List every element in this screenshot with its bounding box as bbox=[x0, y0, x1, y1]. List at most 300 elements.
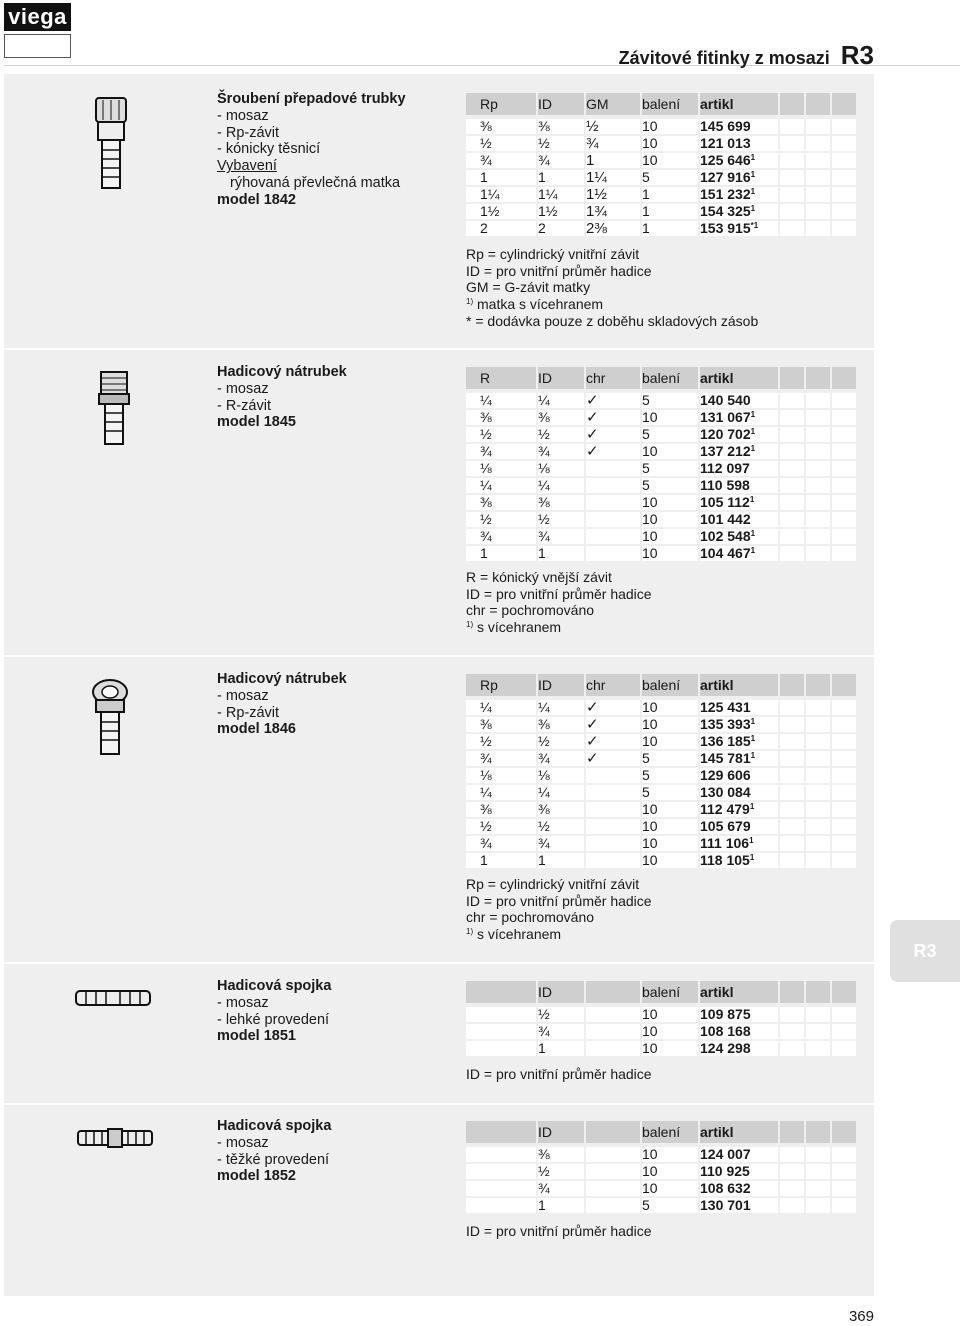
table-row bbox=[466, 545, 857, 562]
table-row bbox=[466, 169, 857, 186]
article-number: 135 393 bbox=[700, 716, 751, 732]
model-number: model 1845 bbox=[217, 414, 296, 431]
footnote-marker: 1 bbox=[750, 427, 756, 436]
legend-line bbox=[466, 1223, 652, 1240]
footnote-marker: 1 bbox=[749, 853, 755, 862]
table-cell bbox=[585, 801, 641, 818]
table-cell bbox=[699, 203, 779, 220]
empty-cell bbox=[805, 494, 831, 511]
legend-line bbox=[466, 619, 652, 636]
section-1851-notes bbox=[466, 1066, 652, 1083]
article-number: 110 598 bbox=[700, 477, 750, 493]
legend-text: Rp = cylindrický vnitřní závit bbox=[466, 876, 640, 892]
table-cell bbox=[466, 1163, 537, 1180]
column-header bbox=[585, 1121, 641, 1143]
table-cell: 1½ bbox=[585, 186, 641, 203]
table-cell bbox=[466, 1147, 537, 1163]
column-header bbox=[466, 981, 537, 1003]
empty-cell bbox=[831, 700, 857, 716]
footnote-marker: 1 bbox=[750, 717, 756, 726]
empty-cell bbox=[805, 1197, 831, 1214]
legend-text: ID = pro vnitřní průměr hadice bbox=[466, 892, 652, 909]
table-cell: 1 bbox=[641, 186, 699, 203]
table-cell: ⅜ bbox=[466, 716, 537, 733]
column-header: artikl bbox=[699, 93, 779, 115]
logo-underbox bbox=[4, 34, 71, 58]
empty-cell bbox=[805, 784, 831, 801]
table-cell: 10 bbox=[641, 1163, 699, 1180]
empty-cell bbox=[831, 1040, 857, 1057]
table-row bbox=[466, 835, 857, 852]
empty-header-cell bbox=[779, 367, 805, 389]
product-feature: - mosaz bbox=[217, 107, 269, 124]
table-cell: ✓ bbox=[585, 393, 641, 409]
article-number: 145 699 bbox=[700, 118, 751, 134]
empty-cell bbox=[805, 393, 831, 409]
empty-cell bbox=[805, 1180, 831, 1197]
table-cell: ½ bbox=[537, 426, 585, 443]
table-cell: 1 bbox=[466, 545, 537, 562]
section-1846-table bbox=[466, 674, 858, 870]
table-cell bbox=[699, 545, 779, 562]
empty-cell bbox=[779, 750, 805, 767]
empty-cell bbox=[779, 1023, 805, 1040]
table-cell: ½ bbox=[537, 733, 585, 750]
empty-cell bbox=[779, 1147, 805, 1163]
table-cell: 1 bbox=[537, 545, 585, 562]
column-header bbox=[585, 981, 641, 1003]
table-row bbox=[466, 460, 857, 477]
table-cell: ✓ bbox=[585, 409, 641, 426]
empty-cell bbox=[831, 393, 857, 409]
legend-line bbox=[466, 876, 652, 893]
legend-footnote-marker: 1) bbox=[466, 620, 474, 630]
table-cell bbox=[699, 767, 779, 784]
column-header: chr bbox=[585, 367, 641, 389]
table-cell: ⅜ bbox=[466, 119, 537, 135]
empty-cell bbox=[831, 767, 857, 784]
table-cell: 5 bbox=[641, 460, 699, 477]
legend-line bbox=[466, 893, 652, 910]
legend-line bbox=[466, 313, 758, 330]
article-number: 105 112 bbox=[700, 494, 750, 510]
empty-cell bbox=[831, 460, 857, 477]
empty-cell bbox=[805, 1007, 831, 1023]
empty-cell bbox=[831, 1180, 857, 1197]
table-cell: ⅛ bbox=[466, 767, 537, 784]
table-cell: 5 bbox=[641, 169, 699, 186]
table-cell: 10 bbox=[641, 1007, 699, 1023]
table-cell: 10 bbox=[641, 1180, 699, 1197]
empty-cell bbox=[805, 220, 831, 237]
empty-cell bbox=[805, 119, 831, 135]
table-cell: ¾ bbox=[537, 750, 585, 767]
legend-line bbox=[466, 296, 758, 313]
table-cell bbox=[699, 750, 779, 767]
footnote-marker: 1 bbox=[750, 187, 756, 196]
empty-header-cell bbox=[831, 367, 857, 389]
table-cell bbox=[585, 784, 641, 801]
table-cell bbox=[585, 545, 641, 562]
equipment-label: Vybavení bbox=[217, 158, 277, 175]
table-cell: ⅜ bbox=[466, 409, 537, 426]
empty-cell bbox=[805, 169, 831, 186]
hose-nipple-r-image bbox=[94, 370, 134, 446]
empty-header-cell bbox=[805, 93, 831, 115]
table-cell: ✓ bbox=[585, 733, 641, 750]
table-cell: 10 bbox=[641, 1023, 699, 1040]
table-cell bbox=[699, 852, 779, 869]
table-cell bbox=[466, 1040, 537, 1057]
table-cell: ¼ bbox=[537, 477, 585, 494]
table-row bbox=[466, 119, 857, 135]
table-cell: 2⅜ bbox=[585, 220, 641, 237]
table-cell bbox=[699, 511, 779, 528]
footnote-marker: 1 bbox=[750, 410, 756, 419]
table-row bbox=[466, 477, 857, 494]
table-cell bbox=[699, 1147, 779, 1163]
legend-text: Rp = cylindrický vnitřní závit bbox=[466, 246, 640, 262]
table-cell: ¼ bbox=[537, 784, 585, 801]
article-number: 110 925 bbox=[700, 1163, 750, 1179]
table-row bbox=[466, 511, 857, 528]
article-number: 145 781 bbox=[700, 750, 751, 766]
empty-cell bbox=[805, 835, 831, 852]
model-number: model 1842 bbox=[217, 191, 296, 208]
table-cell: ✓ bbox=[585, 700, 641, 716]
table-row bbox=[466, 186, 857, 203]
article-number: 108 632 bbox=[700, 1180, 751, 1196]
overflow-pipe-fitting-image bbox=[86, 95, 136, 195]
table-cell bbox=[699, 460, 779, 477]
legend-text: ID = pro vnitřní průměr hadice bbox=[466, 1223, 652, 1239]
table-cell: 1¼ bbox=[466, 186, 537, 203]
section-1845-table bbox=[466, 367, 858, 563]
table-cell bbox=[585, 1163, 641, 1180]
section-1852-description bbox=[217, 1118, 331, 1185]
footnote-marker: 1 bbox=[749, 836, 754, 845]
empty-header-cell bbox=[779, 1121, 805, 1143]
table-cell: ¾ bbox=[537, 443, 585, 460]
hose-connector-heavy-image bbox=[76, 1126, 154, 1150]
table-row bbox=[466, 733, 857, 750]
empty-header-cell bbox=[831, 93, 857, 115]
article-number: 124 007 bbox=[700, 1146, 751, 1162]
legend-line bbox=[466, 909, 652, 926]
product-feature: - lehké provedení bbox=[217, 1011, 330, 1028]
empty-cell bbox=[779, 784, 805, 801]
section-1842-table bbox=[466, 93, 858, 238]
legend-line bbox=[466, 602, 652, 619]
table-cell: 10 bbox=[641, 1147, 699, 1163]
table-cell: ¾ bbox=[466, 443, 537, 460]
section-1851-description bbox=[217, 978, 331, 1045]
table-cell: ¾ bbox=[537, 835, 585, 852]
empty-cell bbox=[805, 818, 831, 835]
table-cell: 1¼ bbox=[585, 169, 641, 186]
legend-line bbox=[466, 263, 758, 280]
table-cell: ¾ bbox=[466, 152, 537, 169]
table-cell: ¾ bbox=[537, 528, 585, 545]
table-cell: ½ bbox=[537, 1163, 585, 1180]
table-cell: ⅜ bbox=[537, 494, 585, 511]
legend-line bbox=[466, 246, 758, 263]
article-number: 109 875 bbox=[700, 1006, 751, 1022]
table-cell: ¾ bbox=[466, 750, 537, 767]
table-cell bbox=[585, 1147, 641, 1163]
table-cell: 10 bbox=[641, 443, 699, 460]
column-header: balení bbox=[641, 367, 699, 389]
legend-text: s vícehranem bbox=[473, 619, 562, 636]
column-header bbox=[466, 1121, 537, 1143]
legend-footnote-marker: 1) bbox=[466, 297, 474, 307]
table-cell: 10 bbox=[641, 119, 699, 135]
table-cell bbox=[699, 1163, 779, 1180]
article-number: 105 679 bbox=[700, 818, 751, 834]
footnote-marker: 1 bbox=[750, 546, 756, 555]
column-header: chr bbox=[585, 674, 641, 696]
empty-cell bbox=[831, 733, 857, 750]
table-header-row bbox=[466, 93, 857, 115]
empty-cell bbox=[831, 835, 857, 852]
empty-cell bbox=[779, 1040, 805, 1057]
empty-cell bbox=[779, 186, 805, 203]
empty-cell bbox=[831, 119, 857, 135]
table-cell: ¾ bbox=[537, 1023, 585, 1040]
empty-cell bbox=[779, 135, 805, 152]
table-cell: ⅛ bbox=[466, 460, 537, 477]
product-feature: - Rp-závit bbox=[217, 124, 280, 141]
empty-cell bbox=[831, 545, 857, 562]
table-cell: 1 bbox=[537, 1197, 585, 1214]
table-cell: 1¼ bbox=[537, 186, 585, 203]
table-cell: 5 bbox=[641, 750, 699, 767]
product-feature: - těžké provedení bbox=[217, 1151, 330, 1168]
table-cell: ¼ bbox=[466, 784, 537, 801]
table-row bbox=[466, 1147, 857, 1163]
empty-cell bbox=[805, 545, 831, 562]
table-cell: ⅜ bbox=[537, 119, 585, 135]
table-cell: ¾ bbox=[537, 152, 585, 169]
section-1846-description bbox=[217, 671, 347, 738]
table-cell: ✓ bbox=[585, 716, 641, 733]
empty-cell bbox=[779, 460, 805, 477]
table-cell bbox=[699, 186, 779, 203]
article-number: 104 467 bbox=[700, 545, 751, 561]
table-cell: 10 bbox=[641, 135, 699, 152]
table-row bbox=[466, 767, 857, 784]
column-header: Rp bbox=[466, 93, 537, 115]
table-cell: 10 bbox=[641, 716, 699, 733]
empty-cell bbox=[805, 511, 831, 528]
table-cell: 1¾ bbox=[585, 203, 641, 220]
table-cell bbox=[699, 135, 779, 152]
model-number: model 1852 bbox=[217, 1168, 296, 1185]
empty-cell bbox=[831, 169, 857, 186]
empty-cell bbox=[805, 460, 831, 477]
table-cell: ½ bbox=[537, 135, 585, 152]
footnote-marker: 1 bbox=[749, 495, 755, 504]
table-cell bbox=[699, 801, 779, 818]
table-cell: ⅜ bbox=[466, 494, 537, 511]
article-number: 112 097 bbox=[700, 460, 750, 476]
empty-cell bbox=[805, 528, 831, 545]
empty-cell bbox=[831, 477, 857, 494]
empty-cell bbox=[805, 733, 831, 750]
table-cell: ¾ bbox=[466, 528, 537, 545]
legend-line bbox=[466, 926, 652, 943]
column-header: balení bbox=[641, 674, 699, 696]
table-cell bbox=[585, 528, 641, 545]
page-title-text: Závitové fitinky z mosazi bbox=[618, 48, 830, 68]
table-cell: 2 bbox=[537, 220, 585, 237]
table-cell bbox=[699, 169, 779, 186]
table-cell: ⅛ bbox=[537, 460, 585, 477]
footnote-marker: 1 bbox=[749, 802, 755, 811]
table-cell bbox=[585, 818, 641, 835]
column-header: balení bbox=[641, 1121, 699, 1143]
table-cell: ⅜ bbox=[537, 1147, 585, 1163]
table-cell: 1½ bbox=[537, 203, 585, 220]
table-cell bbox=[699, 426, 779, 443]
table-cell: 1 bbox=[537, 169, 585, 186]
viega-logo: viega bbox=[4, 3, 71, 31]
table-cell bbox=[699, 700, 779, 716]
table-header-row bbox=[466, 674, 857, 696]
column-header: artikl bbox=[699, 367, 779, 389]
table-cell: ½ bbox=[585, 119, 641, 135]
section-divider bbox=[4, 962, 874, 964]
empty-header-cell bbox=[805, 674, 831, 696]
table-row bbox=[466, 801, 857, 818]
column-header: artikl bbox=[699, 981, 779, 1003]
table-cell: 10 bbox=[641, 545, 699, 562]
product-name: Hadicová spojka bbox=[217, 1118, 332, 1134]
table-cell: 5 bbox=[641, 767, 699, 784]
empty-cell bbox=[831, 784, 857, 801]
section-divider bbox=[4, 655, 874, 657]
footnote-marker: 1 bbox=[750, 204, 756, 213]
article-number: 130 084 bbox=[700, 784, 751, 800]
article-number: 125 431 bbox=[700, 699, 751, 715]
empty-cell bbox=[779, 220, 805, 237]
empty-cell bbox=[805, 186, 831, 203]
table-row bbox=[466, 152, 857, 169]
empty-cell bbox=[831, 716, 857, 733]
table-row bbox=[466, 700, 857, 716]
legend-line bbox=[466, 586, 652, 603]
empty-cell bbox=[831, 1163, 857, 1180]
section-1842-description bbox=[217, 91, 406, 209]
product-feature: - mosaz bbox=[217, 1134, 269, 1151]
table-cell: ½ bbox=[537, 511, 585, 528]
product-name: Hadicová spojka bbox=[217, 978, 332, 994]
article-number: 137 212 bbox=[700, 443, 751, 459]
empty-header-cell bbox=[831, 981, 857, 1003]
table-cell: 1 bbox=[537, 852, 585, 869]
table-cell: 10 bbox=[641, 852, 699, 869]
section-1852-notes bbox=[466, 1223, 652, 1240]
empty-cell bbox=[779, 169, 805, 186]
table-cell: ½ bbox=[466, 511, 537, 528]
legend-text: s vícehranem bbox=[473, 926, 562, 943]
table-cell: 1 bbox=[466, 852, 537, 869]
table-cell bbox=[699, 393, 779, 409]
legend-text: ID = pro vnitřní průměr hadice bbox=[466, 262, 652, 279]
section-1851-table bbox=[466, 981, 858, 1058]
empty-cell bbox=[831, 494, 857, 511]
empty-cell bbox=[779, 1163, 805, 1180]
equipment-value: rýhovaná převlečná matka bbox=[230, 174, 401, 191]
page-title bbox=[619, 40, 874, 71]
table-cell: ⅜ bbox=[537, 801, 585, 818]
product-feature: - mosaz bbox=[217, 994, 269, 1011]
empty-header-cell bbox=[779, 93, 805, 115]
table-cell: 1 bbox=[537, 1040, 585, 1057]
product-feature: - mosaz bbox=[217, 380, 269, 397]
table-header-row bbox=[466, 367, 857, 389]
table-cell: ⅛ bbox=[537, 767, 585, 784]
column-header: balení bbox=[641, 981, 699, 1003]
table-cell bbox=[699, 409, 779, 426]
column-header: balení bbox=[641, 93, 699, 115]
empty-cell bbox=[779, 818, 805, 835]
chapter-side-tab: R3 bbox=[890, 920, 960, 982]
article-number: 140 540 bbox=[700, 392, 751, 408]
table-cell bbox=[585, 1180, 641, 1197]
table-cell: 10 bbox=[641, 801, 699, 818]
product-feature: - kónicky těsnicí bbox=[217, 141, 321, 158]
empty-cell bbox=[779, 1197, 805, 1214]
empty-cell bbox=[831, 801, 857, 818]
empty-cell bbox=[831, 1007, 857, 1023]
table-row bbox=[466, 393, 857, 409]
table-cell bbox=[699, 119, 779, 135]
table-cell bbox=[699, 1040, 779, 1057]
article-number: 151 232 bbox=[700, 186, 751, 202]
empty-cell bbox=[779, 801, 805, 818]
empty-cell bbox=[805, 1147, 831, 1163]
empty-cell bbox=[779, 152, 805, 169]
empty-cell bbox=[831, 186, 857, 203]
table-cell bbox=[466, 1007, 537, 1023]
empty-cell bbox=[805, 750, 831, 767]
empty-cell bbox=[805, 852, 831, 869]
table-row bbox=[466, 409, 857, 426]
empty-cell bbox=[831, 135, 857, 152]
table-cell bbox=[585, 1023, 641, 1040]
page-number: 369 bbox=[848, 1308, 874, 1325]
table-cell bbox=[699, 716, 779, 733]
empty-cell bbox=[779, 477, 805, 494]
table-row bbox=[466, 750, 857, 767]
article-number: 101 442 bbox=[700, 511, 751, 527]
empty-cell bbox=[831, 1197, 857, 1214]
legend-text: * = dodávka pouze z doběhu skladových zásob bbox=[466, 312, 759, 329]
table-row bbox=[466, 135, 857, 152]
empty-cell bbox=[779, 443, 805, 460]
empty-cell bbox=[831, 818, 857, 835]
table-cell bbox=[699, 443, 779, 460]
empty-cell bbox=[831, 511, 857, 528]
article-number: 129 606 bbox=[700, 767, 751, 783]
table-cell: 10 bbox=[641, 818, 699, 835]
table-cell bbox=[585, 835, 641, 852]
table-row bbox=[466, 443, 857, 460]
article-number: 124 298 bbox=[700, 1040, 751, 1056]
column-header: ID bbox=[537, 367, 585, 389]
footnote-marker: 1 bbox=[750, 751, 756, 760]
